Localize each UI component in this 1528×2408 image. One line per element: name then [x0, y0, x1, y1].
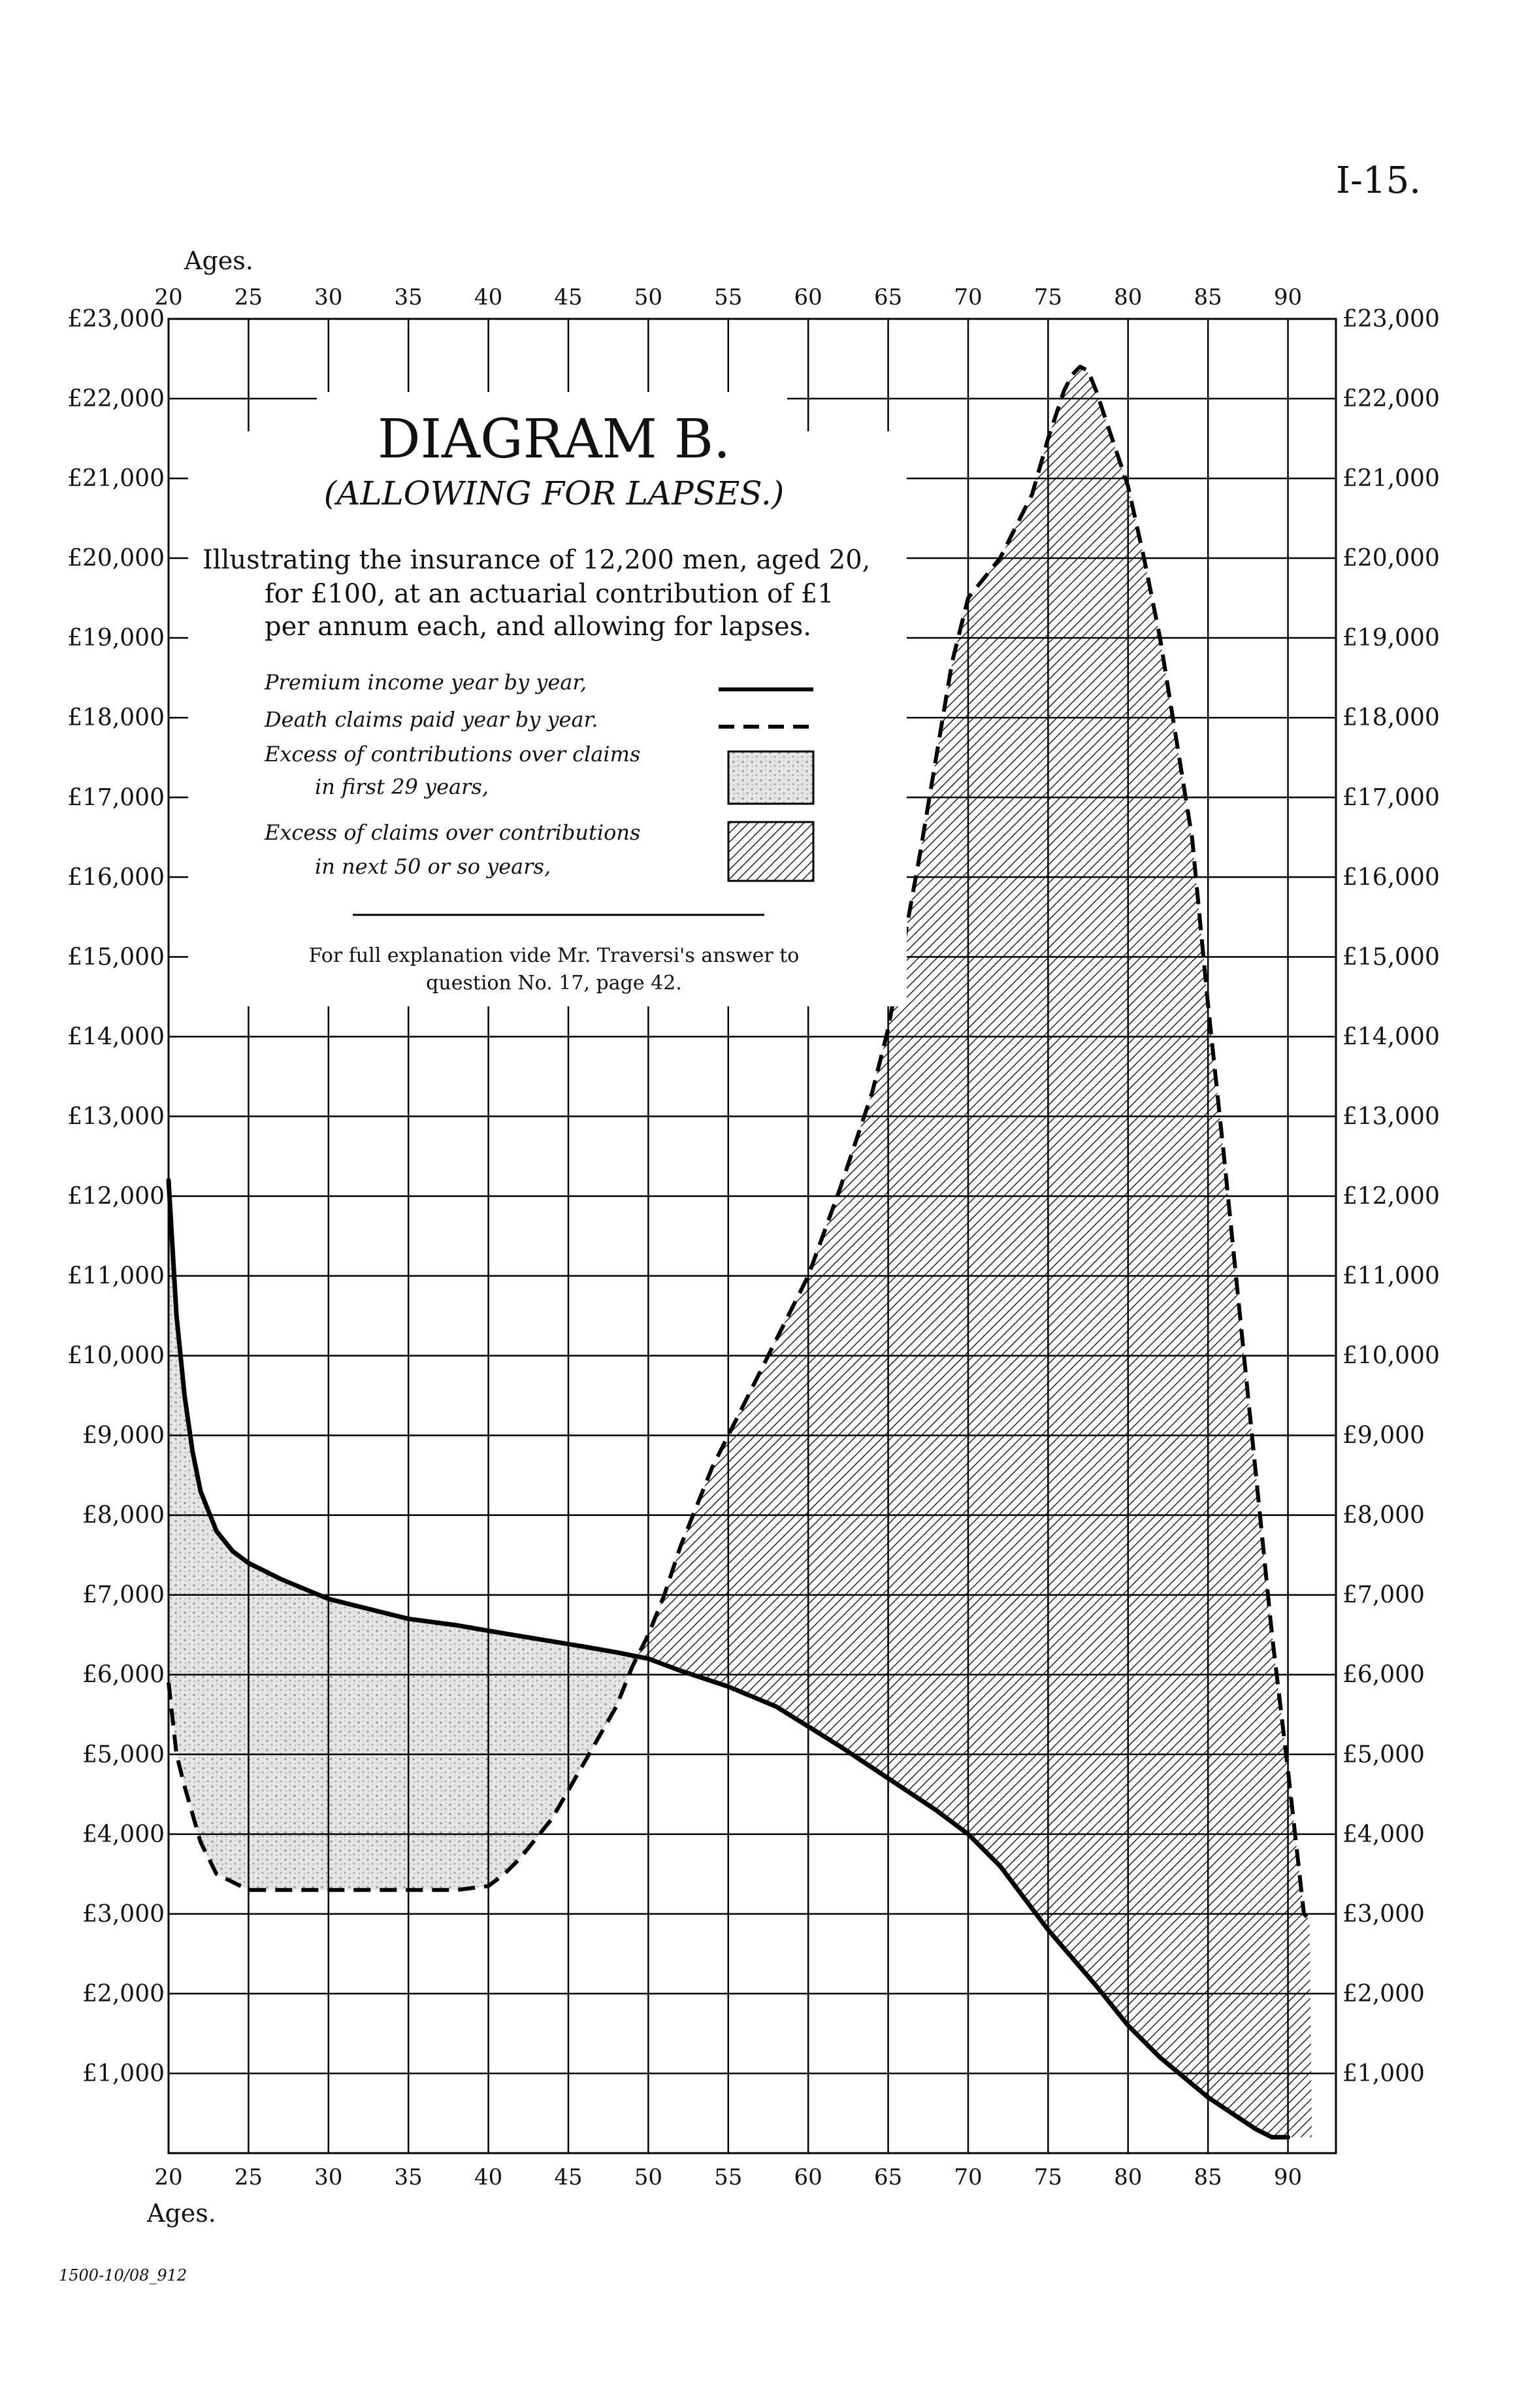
chart-subtitle: (ALLOWING FOR LAPSES.)	[323, 474, 785, 512]
y-tick-label-left: £13,000	[67, 1103, 165, 1130]
y-tick-label-right: £8,000	[1342, 1502, 1425, 1529]
y-tick-label-left: £4,000	[82, 1821, 165, 1848]
y-tick-label-right: £9,000	[1342, 1422, 1425, 1449]
legend-label-claims: Death claims paid year by year.	[265, 707, 598, 732]
page-number: I-15.	[1335, 159, 1421, 202]
x-tick-label-bottom: 45	[554, 2164, 583, 2190]
y-tick-label-left: £3,000	[82, 1900, 165, 1928]
x-tick-label-top: 65	[873, 284, 903, 310]
y-tick-label-right: £3,000	[1342, 1900, 1425, 1928]
x-tick-label-bottom: 25	[234, 2164, 263, 2190]
legend-swatch-dark	[728, 822, 813, 881]
x-tick-label-top: 80	[1114, 284, 1143, 310]
x-axis-bottom	[154, 2164, 1302, 2190]
x-axis-label-bottom: Ages.	[147, 2199, 216, 2228]
legend-label-excess-contrib-1: Excess of contributions over claims	[265, 742, 641, 767]
y-tick-label-left: £8,000	[82, 1502, 165, 1529]
x-tick-label-bottom: 65	[873, 2164, 903, 2190]
x-tick-label-top: 50	[634, 284, 663, 310]
x-tick-label-bottom: 40	[474, 2164, 503, 2190]
legend-box	[188, 392, 907, 1006]
x-tick-label-top: 60	[794, 284, 822, 310]
x-tick-label-top: 40	[474, 284, 503, 310]
x-axis-label-top: Ages.	[184, 246, 253, 275]
legend-label-premium: Premium income year by year,	[265, 670, 587, 695]
legend-swatch-light	[728, 751, 813, 804]
y-tick-label-right: £23,000	[1342, 306, 1440, 333]
x-tick-label-top: 20	[154, 284, 183, 310]
y-axis-left	[67, 306, 165, 2087]
x-tick-label-top: 85	[1194, 284, 1222, 310]
excess-contributions-area	[169, 1180, 636, 1890]
y-tick-label-right: £21,000	[1342, 465, 1440, 493]
y-tick-label-left: £5,000	[82, 1741, 165, 1768]
y-tick-label-left: £2,000	[82, 1980, 165, 2007]
y-tick-label-right: £20,000	[1342, 545, 1440, 572]
x-tick-label-bottom: 70	[954, 2164, 983, 2190]
y-tick-label-right: £5,000	[1342, 1741, 1425, 1768]
y-tick-label-right: £22,000	[1342, 386, 1440, 413]
x-tick-label-bottom: 50	[634, 2164, 663, 2190]
y-tick-label-right: £14,000	[1342, 1023, 1440, 1051]
y-tick-label-right: £1,000	[1342, 2060, 1425, 2087]
x-tick-label-bottom: 55	[714, 2164, 743, 2190]
y-tick-label-left: £15,000	[67, 944, 165, 971]
y-tick-label-right: £16,000	[1342, 864, 1440, 891]
x-tick-label-top: 45	[554, 284, 583, 310]
y-tick-label-left: £6,000	[82, 1661, 165, 1689]
y-tick-label-right: £7,000	[1342, 1581, 1425, 1609]
description-line-3: per annum each, and allowing for lapses.	[265, 612, 811, 642]
y-tick-label-left: £17,000	[67, 784, 165, 812]
y-tick-label-left: £10,000	[67, 1342, 165, 1370]
x-axis-top	[154, 284, 1302, 310]
x-tick-label-top: 25	[234, 284, 263, 310]
y-tick-label-right: £13,000	[1342, 1103, 1440, 1130]
y-tick-label-right: £2,000	[1342, 1980, 1425, 2007]
x-tick-label-top: 70	[954, 284, 983, 310]
x-tick-label-bottom: 35	[394, 2164, 423, 2190]
y-tick-label-right: £15,000	[1342, 944, 1440, 971]
note-line-2: question No. 17, page 42.	[426, 972, 682, 995]
y-tick-label-right: £19,000	[1342, 625, 1440, 652]
y-tick-label-right: £12,000	[1342, 1183, 1440, 1210]
y-tick-label-right: £4,000	[1342, 1821, 1425, 1848]
y-tick-label-left: £20,000	[67, 545, 165, 572]
y-tick-label-right: £18,000	[1342, 704, 1440, 732]
legend-label-excess-contrib-2: in first 29 years,	[315, 774, 489, 799]
y-tick-label-left: £9,000	[82, 1422, 165, 1449]
y-tick-label-left: £18,000	[67, 704, 165, 732]
x-tick-label-bottom: 90	[1273, 2164, 1303, 2190]
y-tick-label-right: £11,000	[1342, 1262, 1440, 1290]
x-tick-label-top: 55	[714, 284, 743, 310]
x-tick-label-bottom: 30	[314, 2164, 343, 2190]
y-tick-label-right: £6,000	[1342, 1661, 1425, 1689]
y-tick-label-left: £14,000	[67, 1023, 165, 1051]
y-tick-label-left: £16,000	[67, 864, 165, 891]
y-tick-label-right: £10,000	[1342, 1342, 1440, 1370]
legend-label-excess-claims-1: Excess of claims over contributions	[265, 820, 641, 845]
legend-label-excess-claims-2: in next 50 or so years,	[315, 854, 551, 879]
y-tick-label-left: £7,000	[82, 1581, 165, 1609]
y-tick-label-left: £11,000	[67, 1262, 165, 1290]
y-tick-label-left: £22,000	[67, 386, 165, 413]
y-tick-label-left: £21,000	[67, 465, 165, 493]
y-tick-label-left: £12,000	[67, 1183, 165, 1210]
x-tick-label-bottom: 85	[1194, 2164, 1222, 2190]
y-tick-label-left: £19,000	[67, 625, 165, 652]
x-tick-label-bottom: 75	[1033, 2164, 1063, 2190]
x-tick-label-top: 30	[314, 284, 343, 310]
x-tick-label-bottom: 60	[794, 2164, 822, 2190]
x-tick-label-top: 90	[1273, 284, 1303, 310]
chart-title: DIAGRAM B.	[377, 408, 731, 470]
x-tick-label-top: 75	[1033, 284, 1063, 310]
description-line-1: Illustrating the insurance of 12,200 men, aged 20,	[203, 545, 871, 575]
note-line-1: For full explanation vide Mr. Traversi's answer to	[308, 944, 800, 967]
x-tick-label-bottom: 20	[154, 2164, 183, 2190]
description-line-2: for £100, at an actuarial contribution of £1	[265, 579, 834, 609]
y-tick-label-left: £23,000	[67, 306, 165, 333]
y-tick-label-left: £1,000	[82, 2060, 165, 2087]
y-axis-right	[1342, 306, 1440, 2087]
x-tick-label-top: 35	[394, 284, 423, 310]
x-tick-label-bottom: 80	[1114, 2164, 1143, 2190]
y-tick-label-right: £17,000	[1342, 784, 1440, 812]
footer-code: 1500-10/08_912	[59, 2266, 187, 2284]
